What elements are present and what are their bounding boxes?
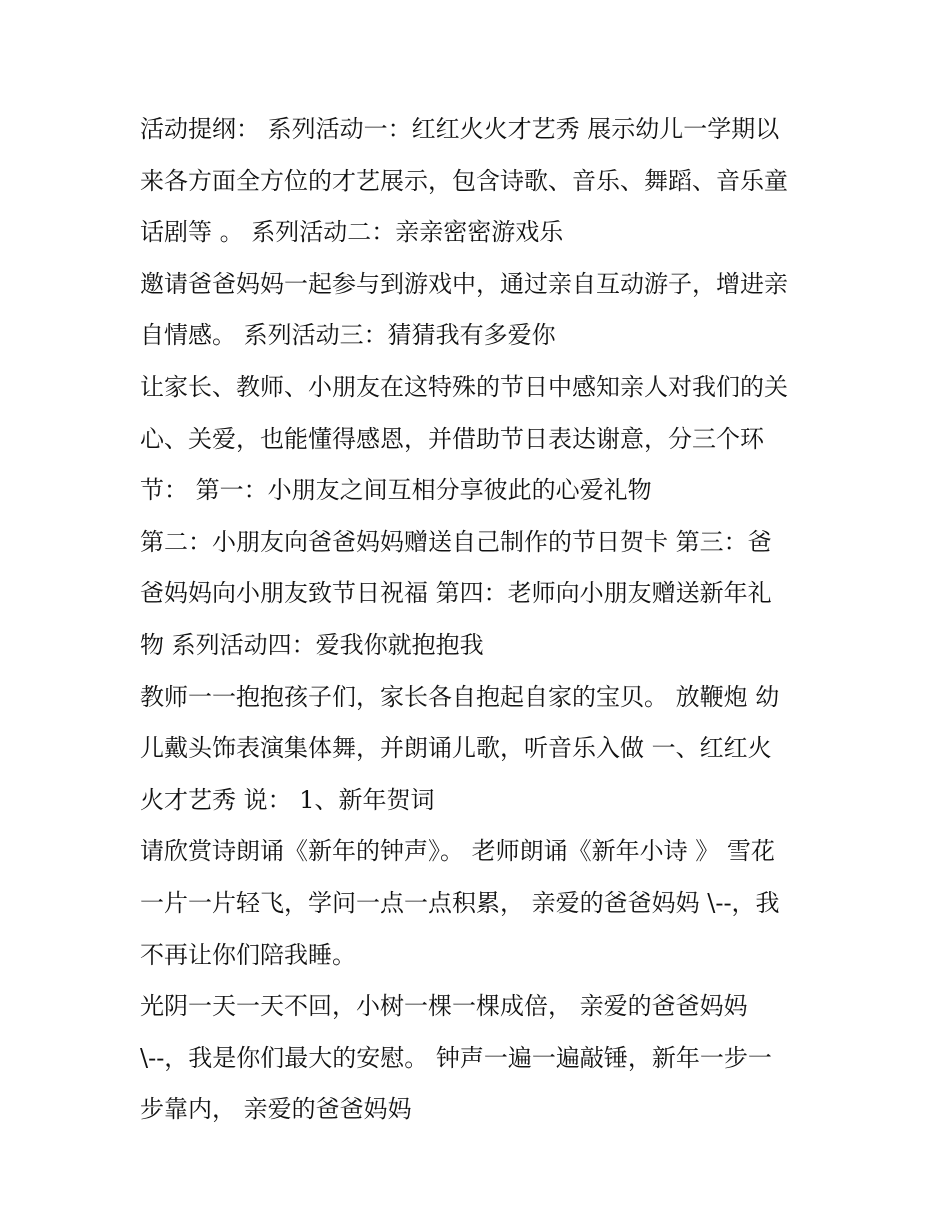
text-line-1: 活动提纲： 系列活动一：红红火火才艺秀 展示幼儿一学期以 — [140, 115, 780, 143]
text-line-12: 教师一一抱抱孩子们，家长各自抱起自家的宝贝。 放鞭炮 幼 — [140, 682, 780, 711]
text-line-20: 步靠内， 亲爱的爸爸妈妈 — [140, 1095, 412, 1124]
text-line-19: \--，我是你们最大的安慰。 钟声一遍一遍敲锤，新年一步一 — [140, 1043, 772, 1072]
text-line-18: 光阴一天一天不回，小树一棵一棵成倍， 亲爱的爸爸妈妈 — [140, 992, 748, 1021]
document-body — [140, 104, 820, 1136]
text-line-16: 一片一片轻飞，学问一点一点积累， 亲爱的爸爸妈妈 \--，我 — [140, 888, 780, 917]
text-line-14: 火才艺秀 说： 1、新年贺词 — [140, 785, 435, 814]
text-line-5: 自情感。 系列活动三：猜猜我有多爱你 — [140, 321, 556, 350]
text-line-3: 话剧等 。 系列活动二：亲亲密密游戏乐 — [140, 218, 564, 247]
text-line-6: 让家长、教师、小朋友在这特殊的节日中感知亲人对我们的关 — [140, 372, 788, 401]
text-line-11: 物 系列活动四：爱我你就抱抱我 — [140, 630, 484, 659]
text-line-2: 来各方面全方位的才艺展示，包含诗歌、音乐、舞蹈、音乐童 — [140, 166, 788, 195]
text-line-9: 第二：小朋友向爸爸妈妈赠送自己制作的节日贺卡 第三：爸 — [140, 527, 772, 556]
text-line-10: 爸妈妈向小朋友致节日祝福 第四：老师向小朋友赠送新年礼 — [140, 579, 772, 608]
text-line-8: 节： 第一：小朋友之间互相分享彼此的心爱礼物 — [140, 476, 652, 505]
text-line-15: 请欣赏诗朗诵《新年的钟声》。 老师朗诵《新年小诗 》 雪花 — [140, 837, 775, 866]
text-line-4: 邀请爸爸妈妈一起参与到游戏中，通过亲自互动游子，增进亲 — [140, 269, 788, 298]
text-line-17: 不再让你们陪我睡。 — [140, 940, 356, 969]
text-line-13: 儿戴头饰表演集体舞，并朗诵儿歌，听音乐入做 一、红红火 — [140, 734, 772, 763]
text-line-7: 心、关爱，也能懂得感恩，并借助节日表达谢意，分三个环 — [140, 424, 764, 453]
